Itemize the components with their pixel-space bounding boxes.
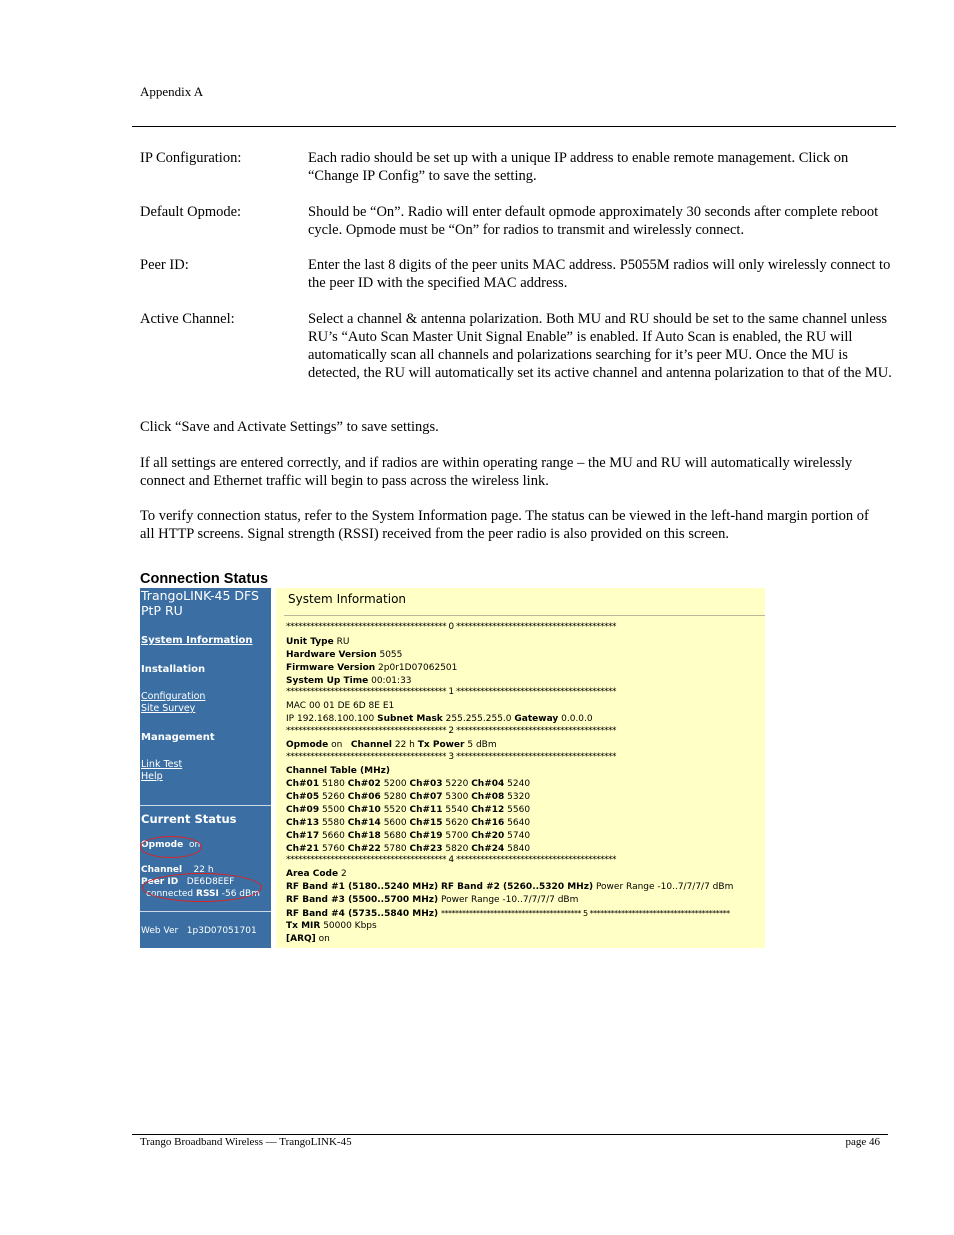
definition-desc: Should be “On”. Radio will enter default opmode approximately 30 seconds after complete reboot cycle. Opmode must be “On” for radios to transmit and wirelessly connect. (308, 204, 879, 238)
channel-frequency: 5580 (321, 818, 345, 828)
channel-frequency: 5220 (445, 779, 469, 789)
channel-frequency: 5660 (321, 831, 345, 841)
channel-table-label: Channel Table (MHz) (286, 766, 390, 776)
rf-band-line-1 (286, 882, 733, 893)
txpower-value: 5 dBm (467, 740, 497, 750)
sidebar-heading-installation: Installation (141, 664, 206, 675)
channel-table-row (286, 844, 530, 855)
channel-id: Ch#05 (286, 792, 320, 802)
txmir-label: Tx MIR (286, 921, 321, 931)
definition-desc: Each radio should be set up with a unique IP address to enable remote management. Click on “Change IP Config” to save the setting. (308, 150, 849, 184)
sidebar-separator (140, 911, 271, 912)
channel-id: Ch#10 (347, 805, 381, 815)
area-code-value: 2 (340, 869, 347, 879)
sidebar-heading-management: Management (141, 732, 215, 743)
ip-value: 192.168.100.100 (296, 714, 375, 724)
area-code-line (286, 869, 347, 880)
definition-term: Default Opmode: (140, 204, 242, 220)
rssi-value: -56 dBm (221, 889, 260, 899)
rfband1-label: RF Band #1 (5180..5240 MHz) (286, 882, 439, 892)
definition-desc: Select a channel & antenna polarization. Both MU and RU should be set to the same channel unless RU’s “Auto Scan Master Unit Signal Enable” is enabled. If Auto Scan is enabled, the RU will automatically scan all channels and polarizations searching for it’s peer MU. Once the MU is detected, the RU will automatically set its active channel and antenna polarization to that of the MU. (308, 311, 892, 381)
arq-label: [ARQ] (286, 934, 316, 944)
opmode-label: Opmode (286, 740, 329, 750)
rfband2-label: RF Band #2 (5260..5320 MHz) (440, 882, 594, 892)
rfband4-label: RF Band #4 (5735..5840 MHz) (286, 909, 439, 919)
channel-id: Ch#22 (347, 844, 381, 854)
definition-desc: Enter the last 8 digits of the peer units MAC address. P5055M radios will only wirelessly connect to the peer ID with the specified MAC address. (308, 257, 891, 291)
channel-id: Ch#20 (471, 831, 505, 841)
channel-table-row (286, 818, 530, 829)
channel-id: Ch#12 (471, 805, 505, 815)
arq-line (286, 934, 330, 945)
channel-id: Ch#11 (409, 805, 443, 815)
hw-value: 5055 (379, 650, 403, 660)
web-version (141, 926, 257, 936)
channel-frequency: 5320 (507, 792, 531, 802)
channel-table-row (286, 831, 530, 842)
channel-frequency: 5540 (445, 805, 469, 815)
channel-id: Ch#01 (286, 779, 320, 789)
footer-left: Trango Broadband Wireless — TrangoLINK-45 (140, 1136, 352, 1148)
unit-type-label: Unit Type (286, 637, 334, 647)
channel-frequency: 5300 (445, 792, 469, 802)
mac-value: 00 01 DE 6D 8E E1 (308, 701, 395, 711)
hw-label: Hardware Version (286, 650, 377, 660)
rssi-label: RSSI (196, 889, 219, 899)
mac-line (286, 701, 394, 712)
highlight-oval-opmode (140, 836, 202, 858)
sidebar-link-configuration[interactable]: Configuration (141, 691, 206, 702)
channel-id: Ch#08 (471, 792, 505, 802)
channel-frequency: 5180 (321, 779, 345, 789)
paragraph-save: Click “Save and Activate Settings” to save settings. (140, 419, 439, 435)
opmode-line (286, 740, 497, 751)
channel-frequency: 5620 (445, 818, 469, 828)
brand-subtitle: PtP RU (141, 603, 183, 618)
channel-frequency: 5200 (383, 779, 407, 789)
channel-id: Ch#09 (286, 805, 320, 815)
channel-id: Ch#02 (347, 779, 381, 789)
panel-title-rule (284, 615, 765, 616)
subnet-value: 255.255.255.0 (445, 714, 512, 724)
channel-frequency: 5500 (321, 805, 345, 815)
paragraph-connect: If all settings are entered correctly, and if radios are within operating range – the MU and RU will automatically wirelessly connect and Ethernet traffic will begin to pass across the wireless link. (140, 455, 853, 489)
channel-id: Ch#24 (471, 844, 505, 854)
sidebar-separator (140, 805, 271, 806)
opmode-label: Opmode (141, 840, 184, 850)
section-separator-4: **************************************** 4 **************************************** (286, 855, 616, 865)
uptime-label: System Up Time (286, 676, 369, 686)
channel-id: Ch#21 (286, 844, 320, 854)
channel-frequency: 5560 (507, 805, 531, 815)
channel-frequency: 5520 (383, 805, 407, 815)
current-status-heading: Current Status (141, 812, 237, 826)
web-ver-label: Web Ver (141, 926, 179, 936)
channel-table-row (286, 779, 530, 790)
uptime-value: 00:01:33 (371, 676, 412, 686)
opmode-value: on (188, 840, 201, 850)
channel-frequency: 5280 (383, 792, 407, 802)
channel-id: Ch#07 (409, 792, 443, 802)
channel-frequency: 5640 (507, 818, 531, 828)
sidebar-link-help[interactable]: Help (141, 771, 163, 782)
txpower-label: Tx Power (417, 740, 465, 750)
section-separator-1: **************************************** 1 **************************************** (286, 687, 616, 697)
mac-label: MAC (286, 701, 307, 711)
rf-band-line-4 (286, 908, 730, 920)
channel-label: Channel (350, 740, 392, 750)
sidebar-link-link-test[interactable]: Link Test (141, 759, 183, 770)
channel-id: Ch#03 (409, 779, 443, 789)
channel-id: Ch#15 (409, 818, 443, 828)
connected-text: connected (146, 889, 194, 899)
channel-table-row (286, 805, 530, 816)
definition-term: Active Channel: (140, 311, 235, 327)
channel-frequency: 5740 (507, 831, 531, 841)
tx-mir-line (286, 921, 377, 932)
channel-value: 22 h (394, 740, 415, 750)
channel-frequency: 5700 (445, 831, 469, 841)
footer-page-number: page 46 (845, 1136, 880, 1148)
system-information-panel (276, 588, 765, 948)
channel-frequency: 5260 (321, 792, 345, 802)
channel-id: Ch#18 (347, 831, 381, 841)
firmware-version-line (286, 663, 457, 674)
channel-frequency: 5760 (321, 844, 345, 854)
channel-id: Ch#04 (471, 779, 505, 789)
brand-title: TrangoLINK-45 DFS (141, 588, 259, 603)
peer-id-label: Peer ID (141, 877, 179, 887)
ip-label: IP (286, 714, 295, 724)
unit-type-value: RU (336, 637, 350, 647)
paragraph-verify: To verify connection status, refer to the System Information page. The status can be viewed in the left-hand margin portion of all HTTP screens. Signal strength (RSSI) received from the peer radio is also provided on this screen. (140, 508, 869, 542)
channel-id: Ch#14 (347, 818, 381, 828)
channel-id: Ch#06 (347, 792, 381, 802)
header-rule (132, 126, 896, 127)
web-ver-value: 1p3D07051701 (186, 926, 257, 936)
channel-frequency: 5600 (383, 818, 407, 828)
rfband3-value: Power Range -10..7/7/7/7 dBm (440, 895, 579, 905)
rf-band-line-3 (286, 895, 578, 906)
channel-frequency: 5840 (507, 844, 531, 854)
opmode-value: on (331, 740, 343, 750)
area-code-label: Area Code (286, 869, 339, 879)
sidebar (140, 588, 271, 948)
channel-id: Ch#19 (409, 831, 443, 841)
gateway-value: 0.0.0.0 (561, 714, 593, 724)
section-separator-5: **************************************** 5 **************************************** (440, 909, 730, 918)
channel-frequency: 5680 (383, 831, 407, 841)
fw-value: 2p0r1D07062501 (378, 663, 458, 673)
hardware-version-line (286, 650, 402, 661)
section-separator-2: **************************************** 2 **************************************** (286, 726, 616, 736)
subnet-label: Subnet Mask (377, 714, 443, 724)
channel-id: Ch#17 (286, 831, 320, 841)
channel-value: 22 h (193, 865, 214, 875)
arq-value: on (318, 934, 330, 944)
footer-rule (132, 1134, 888, 1135)
peer-id-value: DE6D8EEF (186, 877, 235, 887)
gateway-label: Gateway (514, 714, 559, 724)
sidebar-link-system-information[interactable]: System Information (141, 635, 253, 646)
highlight-oval-peer-rssi (142, 873, 262, 902)
ip-line (286, 714, 593, 725)
channel-frequency: 5240 (507, 779, 531, 789)
rfband3-label: RF Band #3 (5500..5700 MHz) (286, 895, 439, 905)
panel-title: System Information (288, 592, 407, 606)
page-header: Appendix A (140, 84, 204, 99)
fw-label: Firmware Version (286, 663, 376, 673)
channel-id: Ch#23 (409, 844, 443, 854)
channel-label: Channel (141, 865, 183, 875)
channel-id: Ch#16 (471, 818, 505, 828)
figure-title: Connection Status (140, 571, 269, 587)
rfband2-value: Power Range -10..7/7/7/7 dBm (595, 882, 734, 892)
sidebar-link-site-survey[interactable]: Site Survey (141, 703, 196, 714)
definition-term: Peer ID: (140, 257, 189, 273)
unit-type-line (286, 637, 349, 648)
channel-frequency: 5820 (445, 844, 469, 854)
section-separator-0: **************************************** 0 **************************************** (286, 622, 616, 632)
uptime-line (286, 676, 412, 687)
section-separator-3: **************************************** 3 **************************************** (286, 752, 616, 762)
channel-id: Ch#13 (286, 818, 320, 828)
connection-status-screenshot (140, 588, 765, 948)
definition-term: IP Configuration: (140, 150, 242, 166)
channel-table-row (286, 792, 530, 803)
channel-frequency: 5780 (383, 844, 407, 854)
txmir-value: 50000 Kbps (323, 921, 377, 931)
